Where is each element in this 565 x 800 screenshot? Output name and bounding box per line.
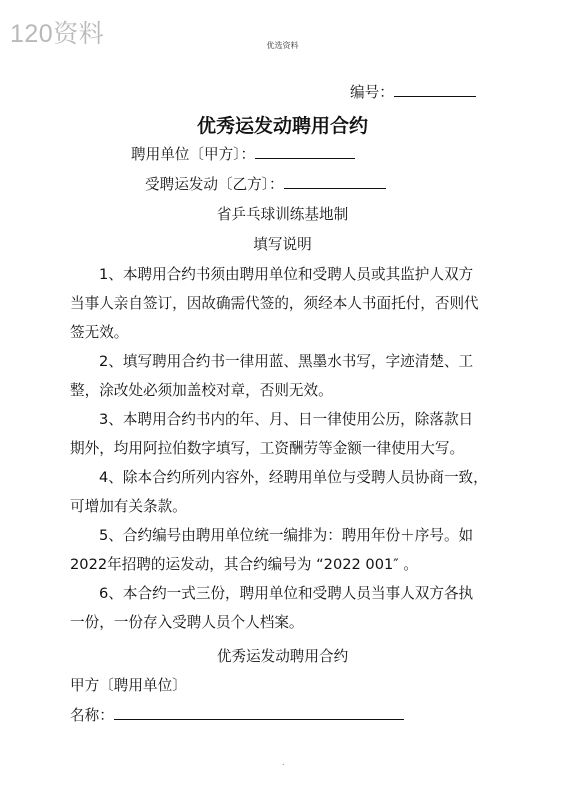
instructions-heading: 填写说明 (253, 236, 312, 253)
instruction-6-line-1: 6、本合约一式三份，聘用单位和受聘人员当事人双方各执 (99, 585, 474, 602)
contract-number-row (350, 81, 476, 102)
instruction-5-line-1: 5、合约编号由聘用单位统一编排为：聘用年份＋序号。如 (99, 527, 474, 544)
name-row (70, 704, 404, 725)
party-a-row (131, 143, 355, 164)
contract-number-label: 编号： (350, 84, 394, 101)
instruction-4-line-2: 可增加有关条款。 (70, 498, 187, 515)
instruction-6-line-2: 一份，一份存入受聘人员个人档案。 (70, 614, 304, 631)
watermark: 120资料 (10, 20, 105, 48)
party-a-label: 聘用单位〔甲方〕： (131, 146, 256, 163)
name-label: 名称： (70, 707, 114, 724)
party-a-blank (255, 143, 355, 159)
party-b-blank (284, 173, 386, 189)
instruction-3-line-2: 期外，均用阿拉伯数字填写，工资酬劳等金额一律使用大写。 (70, 440, 465, 457)
instruction-3-line-1: 3、本聘用合约书内的年、月、日一律使用公历，除落款日 (99, 411, 474, 428)
contract-number-blank (394, 81, 476, 97)
party-b-label: 受聘运发动〔乙方〕： (145, 176, 284, 193)
header-tag: 优选资料 (266, 41, 299, 50)
issuer: 省乒乓球训练基地制 (216, 206, 349, 223)
instruction-1-line-3: 签无效。 (70, 324, 129, 341)
instruction-4-line-1: 4、除本合约所列内容外，经聘用单位与受聘人员协商一致， (99, 469, 488, 486)
section-title: 优秀运发动聘用合约 (216, 648, 349, 665)
instruction-5-line-2: 2022年招聘的运发动，其合约编号为 “2022 001″ 。 (70, 556, 418, 573)
footer-mark: . (282, 758, 285, 767)
party-b-row (145, 173, 386, 194)
instruction-1-line-2: 当事人亲自签订，因故确需代签的，须经本人书面托付，否则代 (70, 295, 479, 312)
instruction-1-line-1: 1、本聘用合约书须由聘用单位和受聘人员或其监护人双方 (99, 266, 474, 283)
instruction-2-line-1: 2、填写聘用合约书一律用蓝、黑墨水书写，字迹清楚、工 (99, 353, 474, 370)
instruction-2-line-2: 整，涂改处必须加盖校对章，否则无效。 (70, 382, 333, 399)
name-blank (114, 704, 404, 720)
document-title: 优秀运发动聘用合约 (196, 115, 368, 137)
party-a-heading: 甲方〔聘用单位〕 (70, 677, 187, 694)
